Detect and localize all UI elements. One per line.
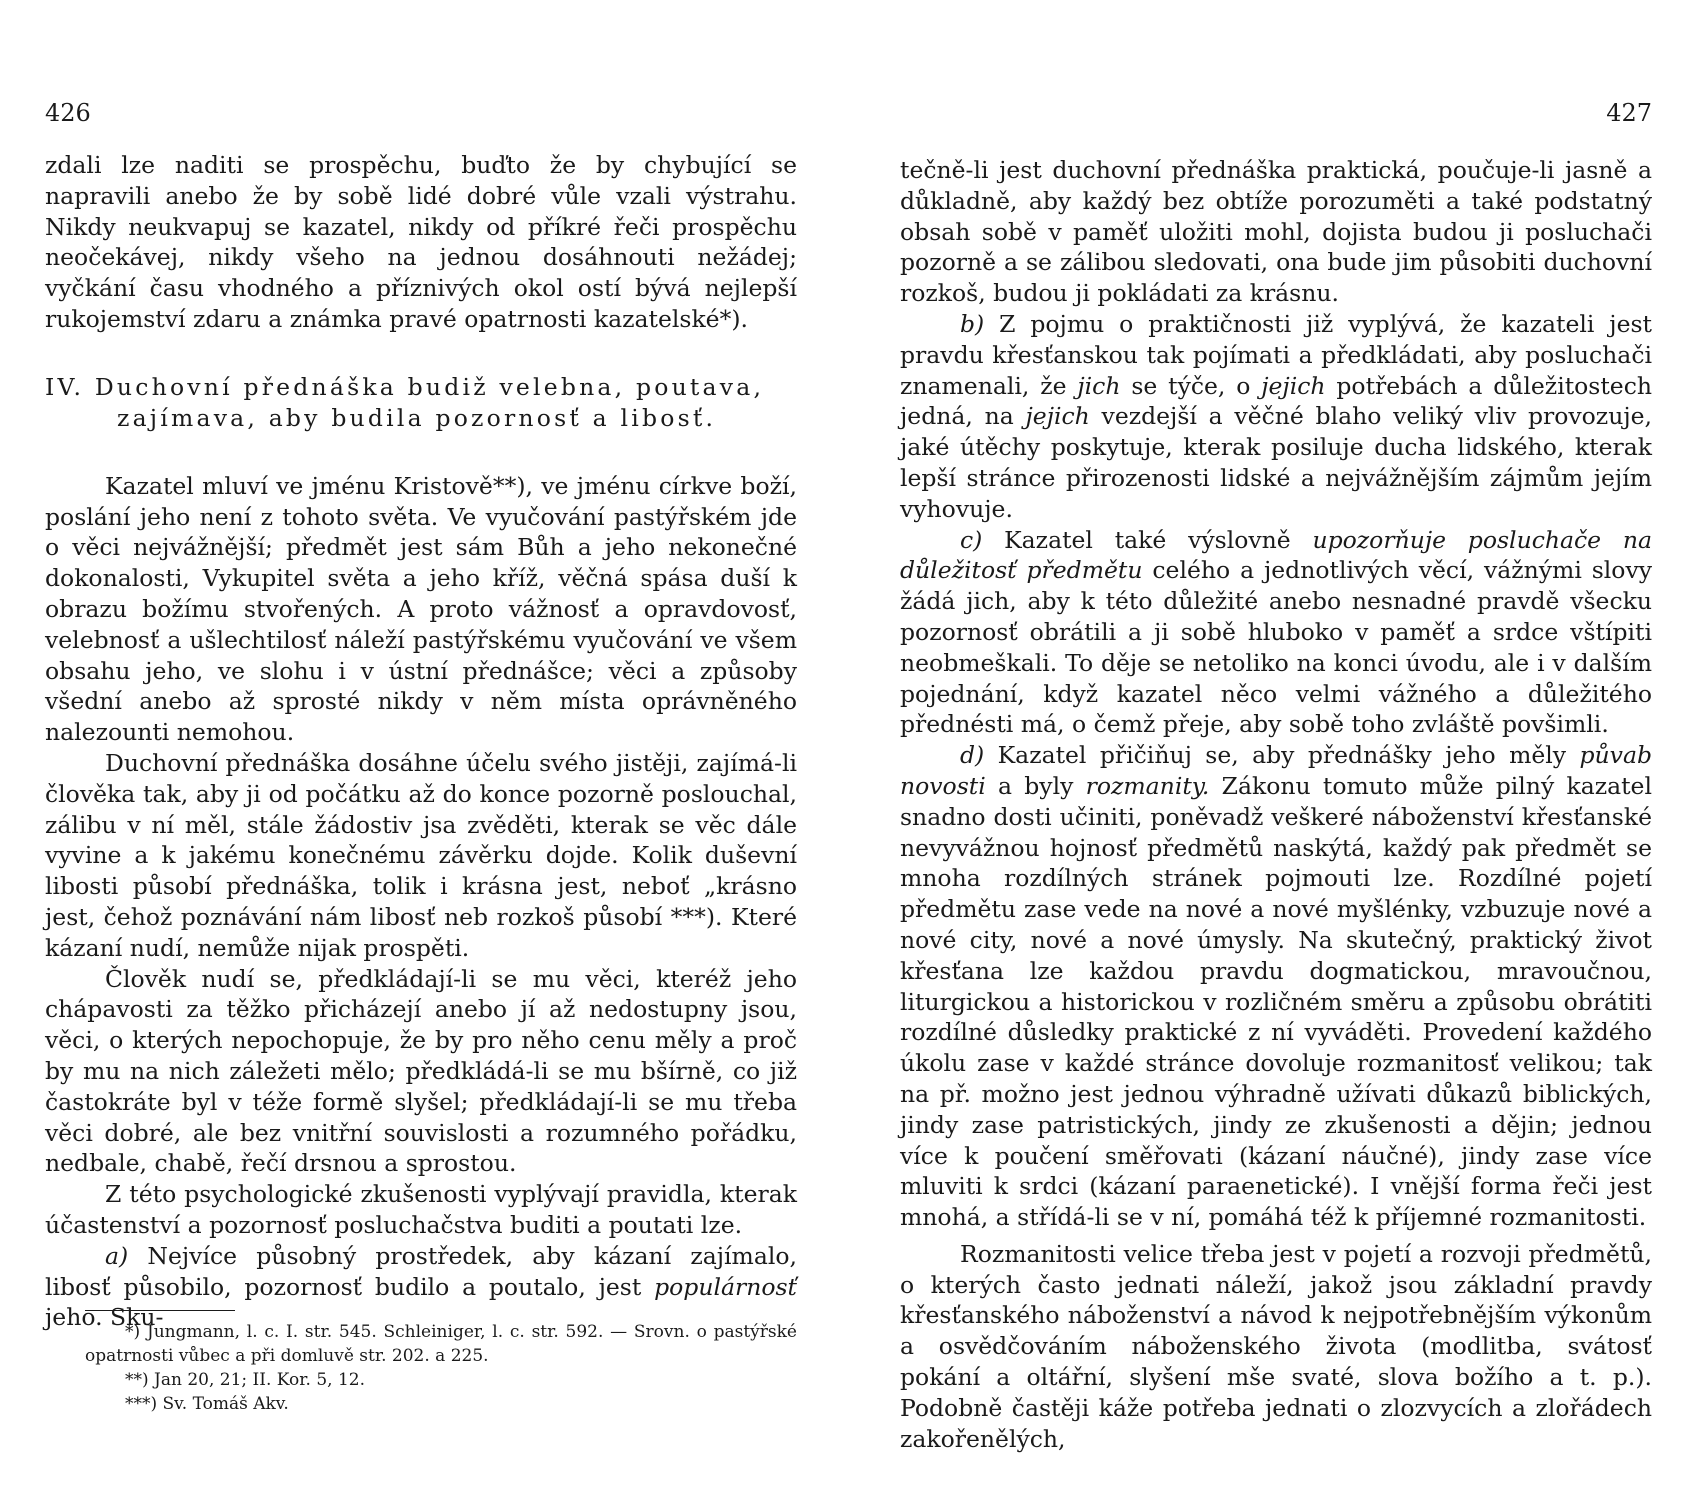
text-run: celého a jednotlivých věcí, vážnými slovy žádá jich, aby k této důležité anebo nesnadné pravdě všecku pozornosť obrátili a ji sobě hluboko v paměť a srdce vštípiti neobmeškali. To děje se netoliko na konci úvodu, ale i v dalším pojednání, když kazatel něco velmi vážného a důležitého přednésti má, o čemž přeje, aby sobě toho zvláště povšimli.	[900, 556, 1653, 739]
text-run: jeho. Sku-	[45, 1303, 164, 1332]
right-page-body	[900, 155, 1652, 1454]
right-page	[900, 0, 1652, 1501]
text-run: Z pojmu o praktičnosti již vyplývá, že kazateli jest pravdu křesťanskou tak pojímati a předkládati, aby posluchači znamenali, že	[900, 309, 1652, 400]
item-marker: a)	[105, 1241, 129, 1270]
paragraph: tečně-li jest duchovní přednáška praktická, poučuje-li jasně a důkladně, aby každý bez obtíže porozuměti a také podstatný obsah sobě v paměť uložiti mohl, dojista budou ji posluchači pozorně a se zálibou sledovati, ona bude jim působiti duchovní rozkoš, budou ji pokládati za krásnu.	[900, 156, 1652, 308]
emphasis: jich	[1077, 371, 1121, 400]
footnote: ***) Sv. Tomáš Akv.	[125, 1394, 289, 1414]
footnote-divider	[85, 1310, 235, 1311]
section-heading-line1: IV. Duchovní přednáška budiž velebna, poutava,	[45, 372, 765, 401]
text-run: Kazatel přičiňuj se, aby přednášky jeho měly	[984, 741, 1580, 770]
text-run: Nejvíce působný prostředek, aby kázaní zajímalo, libosť působilo, pozornosť budilo a poutalo, jest	[45, 1241, 797, 1301]
left-page-body	[45, 150, 797, 1333]
item-marker: b)	[960, 309, 985, 338]
text-run: Kazatel také výslovně	[982, 525, 1313, 554]
page-number: 427	[1606, 99, 1652, 127]
emphasis: půvab novosti	[900, 741, 1652, 800]
paragraph: Z této psychologické zkušenosti vyplývají pravidla, kterak účastenství a pozornosť posluchačstva buditi a poutati lze.	[45, 1180, 797, 1239]
emphasis: rozmanity.	[1085, 771, 1210, 800]
section-heading	[45, 372, 797, 434]
section-heading-line2: zajímava, aby budila pozornosť a libosť.	[117, 403, 717, 432]
paragraph-d	[900, 740, 1652, 1233]
text-run: se týče, o	[1120, 371, 1262, 400]
footnote: **) Jan 20, 21; II. Kor. 5, 12.	[125, 1370, 365, 1390]
text-run: a byly	[985, 771, 1086, 800]
paragraph-c	[900, 525, 1652, 741]
item-marker: d)	[960, 741, 985, 770]
emphasis: upozorňuje posluchače na důležitosť předmětu	[900, 525, 1652, 585]
footnotes	[85, 1320, 797, 1416]
paragraph: Rozmanitosti velice třeba jest v pojetí a rozvoji předmětů, o kterých často jednati náleží, jakož jsou základní pravdy křesťanského náboženství a návod k nejpotřebnějším výkonům a osvědčováním náboženského života (modlitba, svátosť pokání a oltářní, slyšení mše svaté, slova božího a t. p.). Podobně častěji káže potřeba jednati o zlozvycích a zlořádech zakořenělých,	[900, 1239, 1652, 1453]
page-number: 426	[45, 99, 91, 127]
paragraph-b	[900, 309, 1652, 525]
footnote: *) Jungmann, l. c. I. str. 545. Schleiniger, l. c. str. 592. — Srovn. o pastýřské opatrnosti vůbec a při domluvě str. 202. a 225.	[85, 1322, 797, 1366]
text-run: vezdejší a věčné blaho veliký vliv provozuje, jaké útěchy poskytuje, kterak posiluje ducha lidského, kterak lepší stránce přirozenosti lidské a nejvážnějším zájmům jejím vyhovuje.	[900, 402, 1652, 523]
item-marker: c)	[960, 525, 983, 554]
paragraph: Duchovní přednáška dosáhne účelu svého jistěji, zajímá-li člověka tak, aby ji od počátku až do konce pozorně poslouchal, zálibu v ní měl, stále žádostiv jsa zvěděti, kterak se věc dále vyvine a k jakému konečnému závěrku dojde. Kolik duševní libosti působí přednáška, tolik i krásna jest, neboť „krásno jest, čehož poznávání nám libosť neb rozkoš působí ***). Které kázaní nudí, nemůže nijak prospěti.	[45, 748, 797, 962]
paragraph: Kazatel mluví ve jménu Kristově**), ve jménu církve boží, poslání jeho není z tohoto světa. Ve vyučování pastýřském jde o věci nejvážnější; předmět jest sám Bůh a jeho nekonečné dokonalosti, Vykupitel světa a jeho kříž, věčná spása duší k obrazu božímu stvořených. A proto vážnosť a opravdovosť, velebnosť a ušlechtilosť náleží pastýřskému vyučování ve všem obsahu jeho, ve slohu i v ústní přednášce; věci a způsoby všední anebo až sprosté nikdy v něm místa oprávněného nalezounti nemohou.	[45, 471, 797, 747]
emphasis: jejich	[1025, 402, 1090, 431]
paragraph: Člověk nudí se, předkládají-li se mu věci, kteréž jeho chápavosti za těžko přicházejí anebo jí až nedostupny jsou, věci, o kterých nepochopuje, že by pro něho cenu měly a proč by mu na nich záležeti mělo; předkládá-li se mu bšírně, co již častokráte byl v téže formě slyšel; předkládají-li se mu třeba věci dobré, ale bez vnitřní souvislosti a rozumného pořádku, nedbale, chabě, řečí drsnou a sprostou.	[45, 964, 797, 1178]
paragraph: zdali lze naditi se prospěchu, buďto že by chybující se napravili anebo že by sobě lidé dobré vůle vzali výstrahu. Nikdy neukvapuj se kazatel, nikdy od příkré řeči prospěchu neočekávej, nikdy všeho na jednou dosáhnouti nežádej; vyčkání času vhodného a příznivých okol ostí bývá nejlepší rukojemství zdaru a známka pravé opatrnosti kazatelské*).	[45, 151, 797, 333]
left-page	[45, 0, 797, 1501]
text-run: potřebách a důležitostech jedná, na	[900, 371, 1653, 431]
text-run: Zákonu tomuto může pilný kazatel snadno dosti učiniti, poněvadž veškeré náboženství křesťanské nevyvážnou hojnosť předmětů naskýtá, každý pak předmět se mnoha rozdílných stránek pojmouti lze. Rozdílné pojetí předmětu zase vede na nové a nové myšlénky, vzbuzuje nové a nové city, nové a nové úmysly. Na skutečný, praktický život křesťana lze každou pravdu dogmatickou, mravoučnou, liturgickou a historickou v rozličném směru a způsobu obrátiti rozdílné důsledky praktické z ní vyváděti. Provedení každého úkolu zase v každé stránce dovoluje rozmanitosť velikou; tak na př. možno jest jednou výhradně užívati důkazů biblických, jindy zase patristických, jindy ze zkušenosti a dějin; jednou více k poučení směřovati (kázaní náučné), jindy zase více mluviti k srdci (kázaní paraenetické). I vnější forma řeči jest mnohá, a střídá-li se v ní, pomáhá též k příjemné rozmanitosti.	[900, 771, 1652, 1232]
emphasis: populárnosť	[654, 1272, 797, 1301]
emphasis: jejich	[1261, 371, 1326, 400]
